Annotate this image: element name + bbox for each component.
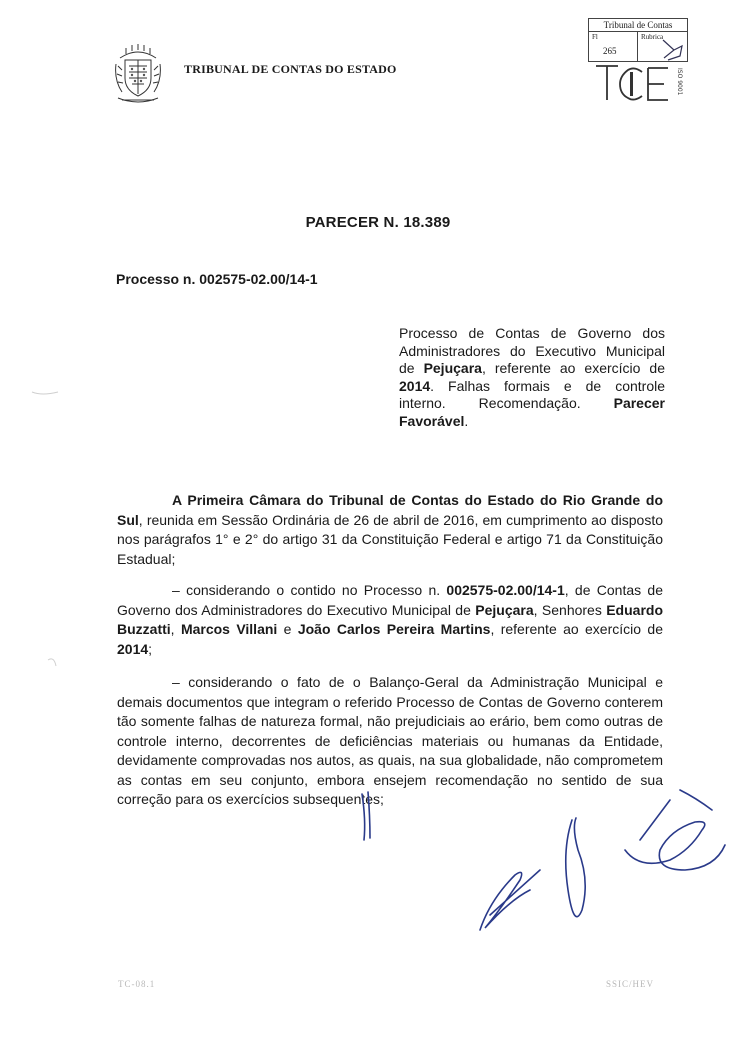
iso-label: ISO 9001 xyxy=(676,68,683,96)
paragraph-1 xyxy=(117,491,663,569)
stamp-rubrica-label: Rubrica xyxy=(641,33,664,41)
paragraph-text: ; xyxy=(148,640,153,657)
administrator-name: Eduardo Buzzatti xyxy=(117,601,663,637)
paragraph-text: – considerando o fato de o Balanço-Geral da Administração Municipal e demais documentos que integram o referido Processo de Contas de Governo conterem tão somente falhas de natureza formal, não prejudiciais ao erário, bem como outras de controle interno, decorrentes de deficiências materiais ou humanas da Entidade, devidamente comprovadas nos autos, as quais, na sua globalidade, não comprometem as contas em seu conjunto, embora ensejem recomendação no sentido de sua correção para os exercícios subsequentes; xyxy=(117,674,663,807)
verdict: Parecer Favorável xyxy=(399,395,665,429)
fiscal-year: 2014 xyxy=(117,640,149,657)
municipality-name: Pejuçara xyxy=(475,601,534,618)
form-code: TC-08.1 xyxy=(118,979,156,989)
summary-block xyxy=(399,325,665,431)
rubrica-signature-icon xyxy=(660,36,686,62)
organization-name: TRIBUNAL DE CONTAS DO ESTADO xyxy=(184,62,397,76)
summary-text: , referente ao exercício de xyxy=(481,360,665,377)
administrator-name: Marcos Villani xyxy=(180,621,278,637)
paragraph-text: , Senhores xyxy=(533,601,607,618)
stamp-title: Tribunal de Contas xyxy=(589,19,687,32)
paragraph-text: , referente ao exercício de xyxy=(490,621,663,637)
administrator-name: João Carlos Pereira Martins xyxy=(297,621,491,637)
stamp-folio-cell xyxy=(589,32,638,61)
tce-logo-icon xyxy=(594,62,686,104)
process-ref: 002575-02.00/14-1 xyxy=(446,582,565,598)
summary-text: . xyxy=(464,412,469,429)
handwritten-signatures-icon xyxy=(340,780,740,940)
stamp-folio-value: 265 xyxy=(603,46,617,56)
coat-of-arms-icon xyxy=(112,44,164,106)
page-number-stamp xyxy=(588,18,688,62)
sector-code: SSIC/HEV xyxy=(606,979,655,989)
paragraph-text: e xyxy=(277,621,298,637)
paragraph-text: , xyxy=(170,621,181,637)
paragraph-text: , reunida em Sessão Ordinária de 26 de abril de 2016, em cumprimento ao disposto nos parágrafos 1° e 2° do artigo 31 da Constituição Federal e artigo 71 da Constituição Estadual; xyxy=(117,511,663,567)
paragraph-2 xyxy=(117,581,663,659)
document-title: PARECER N. 18.389 xyxy=(305,214,451,231)
process-number: Processo n. 002575-02.00/14-1 xyxy=(116,271,318,287)
chamber-name: A Primeira Câmara do Tribunal de Contas do Estado do Rio Grande do Sul xyxy=(117,492,663,528)
paragraph-text: , de Contas de Governo dos Administradores do Executivo Municipal de xyxy=(117,582,663,618)
municipality-name: Pejuçara xyxy=(423,360,482,377)
summary-text: . Falhas formais e de controle interno. Recomendação. xyxy=(399,377,665,412)
summary-text: Processo de Contas de Governo dos Administradores do Executivo Municipal de xyxy=(399,325,665,377)
stamp-rubrica-cell xyxy=(638,32,687,61)
margin-mark-icon xyxy=(0,370,80,690)
paragraph-text: – considerando o contido no Processo n. xyxy=(172,582,447,598)
fiscal-year: 2014 xyxy=(399,377,431,394)
stamp-folio-label: Fl xyxy=(592,33,598,41)
